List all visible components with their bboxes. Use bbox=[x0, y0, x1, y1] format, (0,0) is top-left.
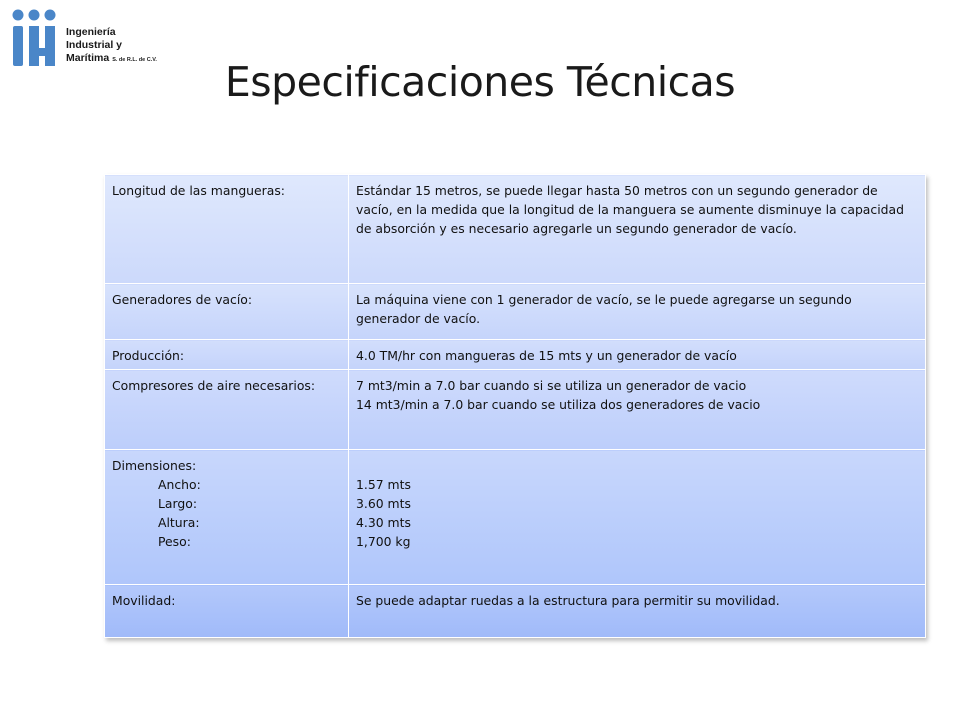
row-label-text: Movilidad: bbox=[112, 593, 176, 608]
table-row-generadores bbox=[105, 284, 926, 340]
row-value-line: vacío, en la medida que la longitud de la manguera se aumente disminuye la capacidad bbox=[356, 202, 904, 217]
row-value-line: 4.0 TM/hr con mangueras de 15 mts y un generador de vacío bbox=[356, 348, 737, 363]
company-name-line1: Ingeniería bbox=[66, 26, 116, 38]
row-value bbox=[349, 340, 926, 370]
row-value-line: Estándar 15 metros, se puede llegar hasta 50 metros con un segundo generador de bbox=[356, 183, 878, 198]
row-value-altura: 4.30 mts bbox=[356, 515, 411, 530]
row-label-text: Generadores de vacío: bbox=[112, 292, 253, 307]
row-sublabel-altura: Altura: bbox=[158, 515, 200, 530]
specifications-table bbox=[104, 174, 926, 638]
row-label bbox=[105, 175, 349, 284]
row-value-line: 7 mt3/min a 7.0 bar cuando si se utiliza un generador de vacio bbox=[356, 378, 747, 393]
row-value-peso: 1,700 kg bbox=[356, 534, 411, 549]
row-value bbox=[349, 175, 926, 284]
table-row-dimensiones bbox=[105, 450, 926, 585]
row-label-text: Compresores de aire necesarios: bbox=[112, 378, 316, 393]
row-value bbox=[349, 370, 926, 450]
company-name-line3: Marítima bbox=[66, 52, 110, 64]
page-title: Especificaciones Técnicas bbox=[224, 58, 736, 106]
row-label-text: Producción: bbox=[112, 348, 185, 363]
table-row-compresores bbox=[105, 370, 926, 450]
row-value-ancho: 1.57 mts bbox=[356, 477, 411, 492]
row-label bbox=[105, 284, 349, 340]
row-sublabel-peso: Peso: bbox=[158, 534, 191, 549]
company-name-line2: Industrial y bbox=[66, 39, 123, 51]
row-value-line: 14 mt3/min a 7.0 bar cuando se utiliza dos generadores de vacio bbox=[356, 397, 761, 412]
row-label-text: Dimensiones: bbox=[112, 458, 197, 473]
row-sublabel-largo: Largo: bbox=[158, 496, 197, 511]
row-value bbox=[349, 284, 926, 340]
row-label-text: Longitud de las mangueras: bbox=[112, 183, 285, 198]
table-row-movilidad bbox=[105, 585, 926, 638]
row-label bbox=[105, 450, 349, 585]
row-label bbox=[105, 340, 349, 370]
row-value-line: La máquina viene con 1 generador de vacío, se le puede agregarse un segundo bbox=[356, 292, 852, 307]
row-value-line: de absorción y es necesario agregarle un segundo generador de vacío. bbox=[356, 221, 797, 236]
table-row-longitud bbox=[105, 175, 926, 284]
row-value bbox=[349, 585, 926, 638]
row-value-line: Se puede adaptar ruedas a la estructura para permitir su movilidad. bbox=[356, 593, 780, 608]
row-value bbox=[349, 450, 926, 585]
table-row-produccion bbox=[105, 340, 926, 370]
row-label bbox=[105, 585, 349, 638]
row-value-line bbox=[356, 456, 918, 475]
row-value-largo: 3.60 mts bbox=[356, 496, 411, 511]
company-suffix: S. de R.L. de C.V. bbox=[112, 57, 157, 63]
row-label bbox=[105, 370, 349, 450]
row-value-line: generador de vacío. bbox=[356, 311, 481, 326]
row-sublabel-ancho: Ancho: bbox=[158, 477, 201, 492]
